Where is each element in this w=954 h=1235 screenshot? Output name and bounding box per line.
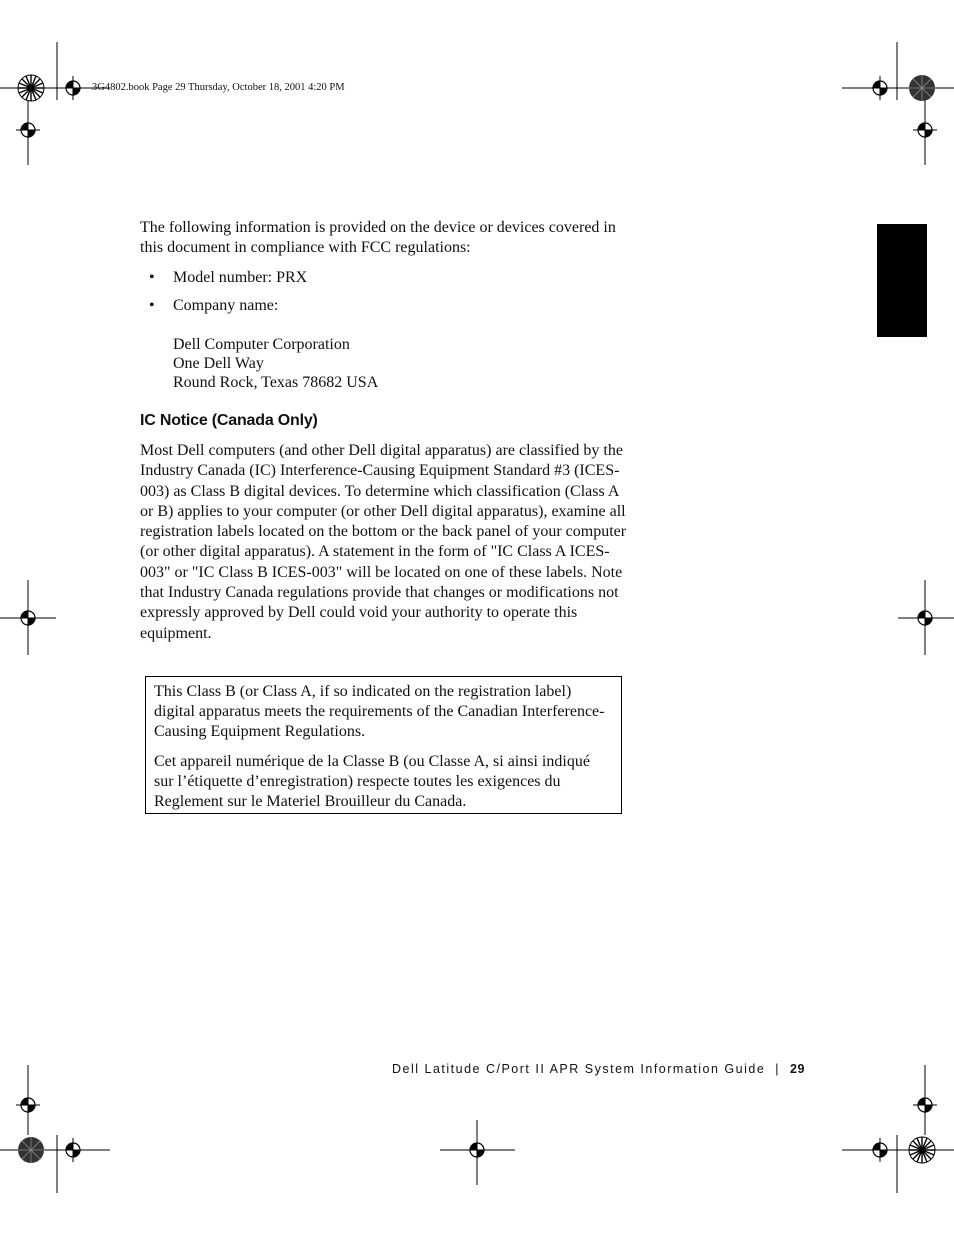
footer-title: Dell Latitude C/Port II APR System Information Guide xyxy=(392,1062,766,1076)
address-line: Dell Computer Corporation xyxy=(173,336,350,353)
page-number: 29 xyxy=(790,1062,805,1076)
section-heading: IC Notice (Canada Only) xyxy=(140,412,318,429)
footer-separator: | xyxy=(775,1062,781,1076)
page-footer xyxy=(392,1062,805,1076)
notice-box xyxy=(145,676,622,814)
bullet-marker: • xyxy=(149,269,155,286)
print-slug: 3G4802.book Page 29 Thursday, October 18, 2001 4:20 PM xyxy=(92,82,345,93)
address-line: One Dell Way xyxy=(173,355,264,372)
thumb-tab xyxy=(877,224,927,337)
address-line: Round Rock, Texas 78682 USA xyxy=(173,374,379,391)
intro-paragraph: The following information is provided on the device or devices covered in this document in compliance with FCC regulations: xyxy=(140,219,616,257)
notice-french: Cet appareil numérique de la Classe B (ou Classe A, si ainsi indiqué sur l’étiquette d’enregistration) respecte toutes les exigences du Reglement sur le Materiel Brouilleur du Canada. xyxy=(154,753,590,810)
notice-english: This Class B (or Class A, if so indicated on the registration label) digital apparatus meets the requirements of the Canadian Interference-Causing Equipment Regulations. xyxy=(154,683,605,740)
company-address xyxy=(173,335,378,392)
bullet-model-number: Model number: PRX xyxy=(173,269,308,286)
bullet-company-name: Company name: xyxy=(173,297,279,314)
section-paragraph: Most Dell computers (and other Dell digital apparatus) are classified by the Industry Canada (IC) Interference-Causing Equipment Standard #3 (ICES-003) as Class B digital devices. To determine which classification (Class A or B) applies to your computer (or other Dell digital apparatus), examine all registration labels located on the bottom or the back panel of your computer (or other digital apparatus). A statement in the form of "IC Class A ICES-003" or "IC Class B ICES-003" will be located on one of these labels. Note that Industry Canada regulations provide that changes or modifications not expressly approved by Dell could void your authority to operate this equipment. xyxy=(140,442,627,642)
bullet-marker: • xyxy=(149,297,155,314)
